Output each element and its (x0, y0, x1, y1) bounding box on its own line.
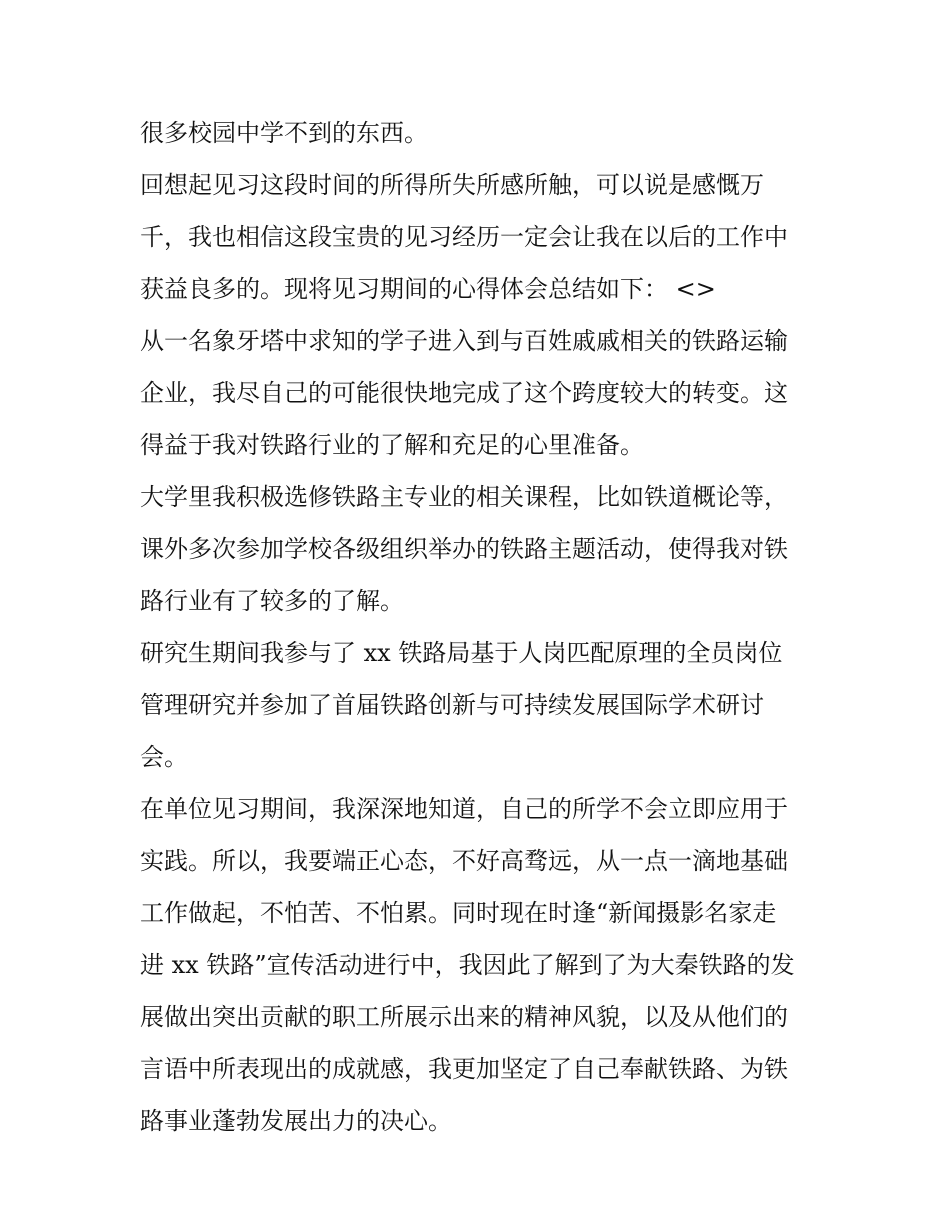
text-line: 从一名象牙塔中求知的学子进入到与百姓戚戚相关的铁路运输 (140, 327, 788, 355)
text-line: 研究生期间我参与了 xx 铁路局基于人岗匹配原理的全员岗位 (140, 639, 783, 667)
text-line: 路事业蓬勃发展出力的决心。 (140, 1107, 452, 1135)
text-line: 获益良多的。现将见习期间的心得体会总结如下： <> (140, 275, 716, 303)
text-line: 进 xx 铁路”宣传活动进行中，我因此了解到了为大秦铁路的发 (140, 951, 795, 979)
body-text (140, 107, 820, 1147)
text-line: 很多校园中学不到的东西。 (140, 119, 428, 147)
text-line: 实践。所以，我要端正心态，不好高骛远，从一点一滴地基础 (140, 847, 788, 875)
text-line: 得益于我对铁路行业的了解和充足的心里准备。 (140, 431, 644, 459)
text-line: 会。 (140, 743, 188, 771)
text-line: 工作做起，不怕苦、不怕累。同时现在时逢“新闻摄影名家走 (140, 899, 777, 927)
text-line: 课外多次参加学校各级组织举办的铁路主题活动，使得我对铁 (140, 535, 788, 563)
text-line: 在单位见习期间，我深深地知道，自己的所学不会立即应用于 (140, 795, 788, 823)
text-line: 言语中所表现出的成就感，我更加坚定了自己奉献铁路、为铁 (140, 1055, 788, 1083)
text-line: 企业，我尽自己的可能很快地完成了这个跨度较大的转变。这 (140, 379, 788, 407)
text-line: 路行业有了较多的了解。 (140, 587, 404, 615)
text-line: 大学里我积极选修铁路主专业的相关课程，比如铁道概论等， (140, 483, 788, 511)
text-line: 展做出突出贡献的职工所展示出来的精神风貌，以及从他们的 (140, 1003, 788, 1031)
text-line: 回想起见习这段时间的所得所失所感所触，可以说是感慨万 (140, 171, 764, 199)
text-line: 管理研究并参加了首届铁路创新与可持续发展国际学术研讨 (140, 691, 764, 719)
text-line: 千，我也相信这段宝贵的见习经历一定会让我在以后的工作中 (140, 223, 788, 251)
